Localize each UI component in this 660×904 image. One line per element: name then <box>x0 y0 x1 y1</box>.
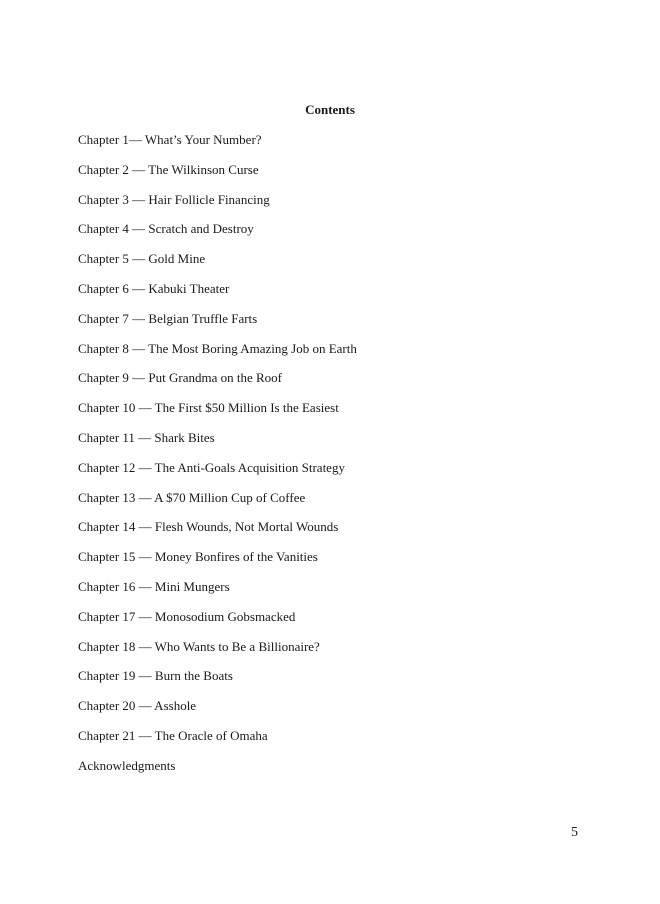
toc-entry[interactable]: Chapter 1— What’s Your Number? <box>78 132 262 147</box>
toc-entry[interactable]: Chapter 10 — The First $50 Million Is the Easiest <box>78 400 339 416</box>
toc-entry[interactable]: Chapter 7 — Belgian Truffle Farts <box>78 310 258 326</box>
page-title: Contents <box>305 102 355 117</box>
toc-entry[interactable]: Chapter 18 — Who Wants to Be a Billionaire? <box>78 638 320 654</box>
toc-entry[interactable]: Chapter 12 — The Anti-Goals Acquisition Strategy <box>78 459 345 475</box>
toc-entry[interactable]: Chapter 16 — Mini Mungers <box>78 578 230 594</box>
toc-entry[interactable]: Chapter 14 — Flesh Wounds, Not Mortal Wounds <box>78 519 339 535</box>
toc-entry[interactable]: Chapter 2 — The Wilkinson Curse <box>78 161 259 177</box>
toc-entry[interactable]: Chapter 21 — The Oracle of Omaha <box>78 727 268 743</box>
toc-entry[interactable]: Chapter 20 — Asshole <box>78 698 197 714</box>
toc-entry[interactable]: Chapter 17 — Monosodium Gobsmacked <box>78 608 296 624</box>
toc-entry[interactable]: Chapter 5 — Gold Mine <box>78 251 206 267</box>
toc-entry[interactable]: Chapter 19 — Burn the Boats <box>78 668 233 684</box>
toc-entry[interactable]: Chapter 9 — Put Grandma on the Roof <box>78 370 282 386</box>
toc-entry[interactable]: Chapter 8 — The Most Boring Amazing Job on Earth <box>78 340 357 356</box>
toc-entry-acknowledgments[interactable]: Acknowledgments <box>78 757 176 773</box>
toc-entry[interactable]: Chapter 13 — A $70 Million Cup of Coffee <box>78 489 306 505</box>
toc-entry[interactable]: Chapter 3 — Hair Follicle Financing <box>78 191 270 207</box>
toc-entry[interactable]: Chapter 4 — Scratch and Destroy <box>78 221 254 237</box>
toc-entry[interactable]: Chapter 6 — Kabuki Theater <box>78 280 230 296</box>
table-of-contents <box>78 130 357 786</box>
toc-entry[interactable]: Chapter 11 — Shark Bites <box>78 429 215 445</box>
toc-entry[interactable]: Chapter 15 — Money Bonfires of the Vanities <box>78 549 318 565</box>
page-number: 5 <box>571 825 578 840</box>
